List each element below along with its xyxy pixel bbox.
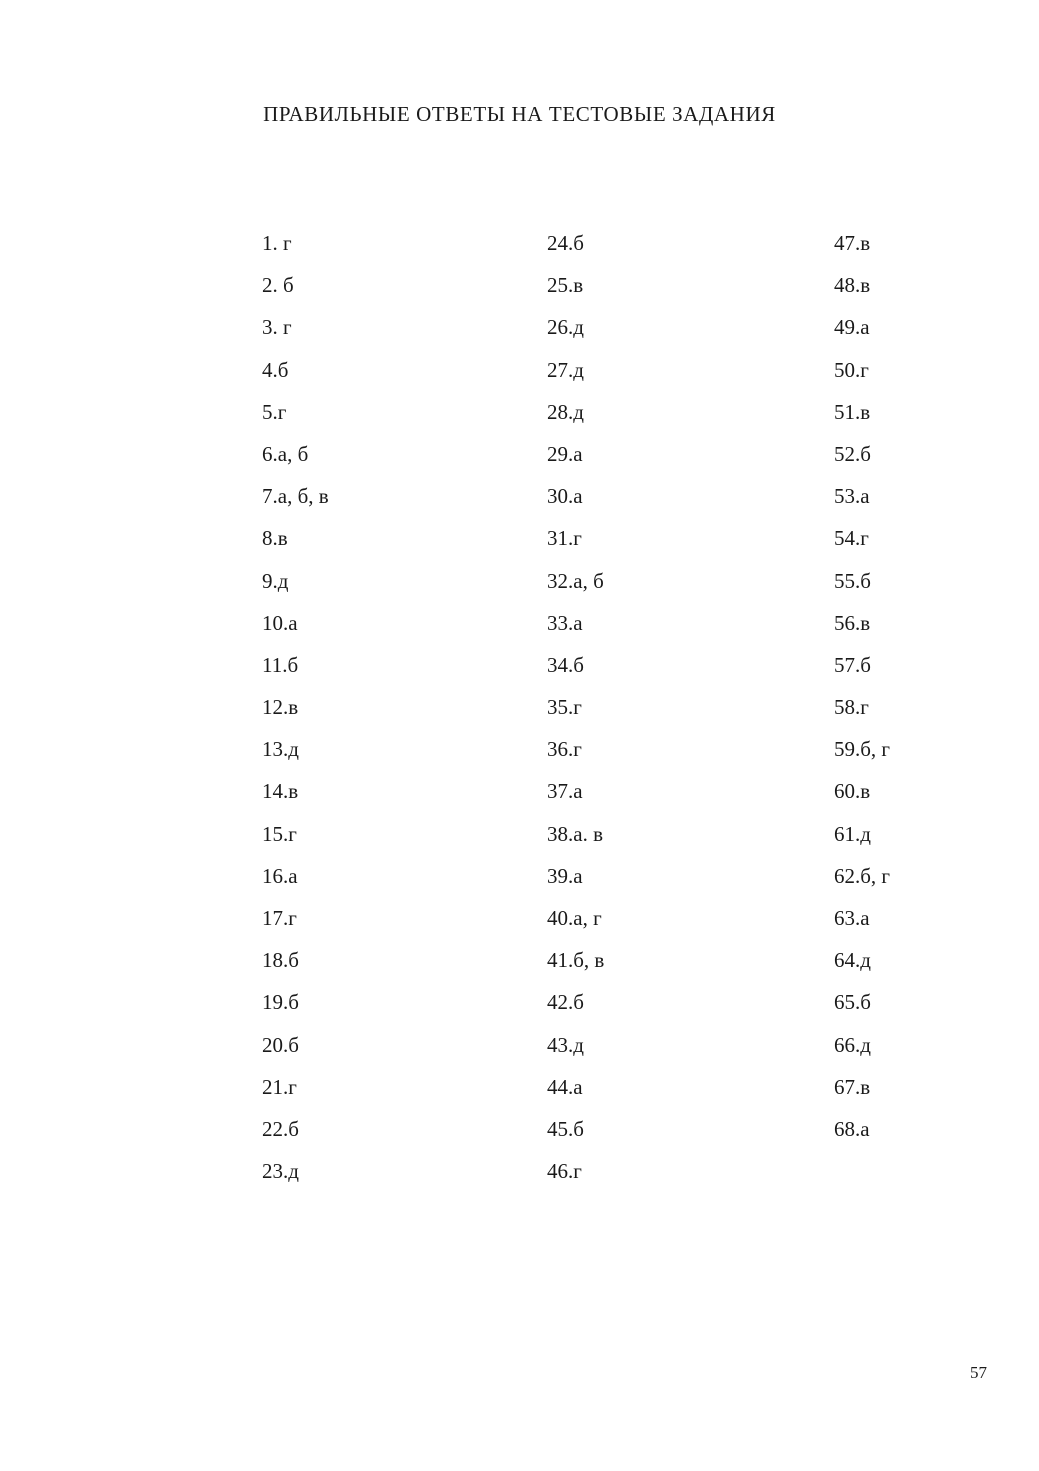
answer-item: 36.г <box>547 737 582 762</box>
answer-item: 53.а <box>834 484 870 509</box>
answer-item: 11.б <box>262 652 299 677</box>
answer-item: 41.б, в <box>547 948 605 973</box>
answer-item: 12.в <box>262 695 299 720</box>
answer-item: 55.б <box>834 568 871 593</box>
answer-item: 64.д <box>834 948 871 973</box>
answer-item: 27.д <box>547 357 584 382</box>
answer-item: 19.б <box>262 990 299 1015</box>
answer-item: 60.в <box>834 779 871 804</box>
answer-item: 66.д <box>834 1032 871 1057</box>
answer-item: 13.д <box>262 737 299 762</box>
answer-item: 26.д <box>547 315 584 340</box>
answer-item: 67.в <box>834 1074 871 1099</box>
answer-item: 25.в <box>547 273 584 298</box>
page-title: ПРАВИЛЬНЫЕ ОТВЕТЫ НА ТЕСТОВЫЕ ЗАДАНИЯ <box>263 102 776 126</box>
answer-item: 10.а <box>262 610 298 635</box>
answer-item: 37.а <box>547 779 583 804</box>
answer-item: 1. г <box>262 231 292 255</box>
answers-column-1 <box>262 229 329 1199</box>
answer-item: 50.г <box>834 357 869 382</box>
answer-item: 6.а, б <box>262 441 309 466</box>
answer-item: 62.б, г <box>834 863 891 888</box>
answer-item: 17.г <box>262 906 297 930</box>
answer-item: 9.д <box>262 568 289 593</box>
answer-item: 22.б <box>262 1116 299 1141</box>
answer-item: 28.д <box>547 399 584 424</box>
answer-item: 43.д <box>547 1032 584 1057</box>
answer-item: 29.а <box>547 441 583 466</box>
answer-item: 45.б <box>547 1116 584 1141</box>
answers-column-3 <box>834 229 890 1157</box>
answer-item: 33.а <box>547 610 583 635</box>
answer-item: 5.г <box>262 399 287 424</box>
answer-item: 8.в <box>262 526 288 551</box>
answer-item: 20.б <box>262 1032 299 1057</box>
answer-item: 16.а <box>262 863 298 888</box>
answer-item: 7.а, б, в <box>262 484 329 509</box>
answer-item: 42.б <box>547 990 584 1015</box>
answer-item: 4.б <box>262 357 289 382</box>
answer-item: 44.а <box>547 1074 583 1099</box>
answer-item: 31.г <box>547 526 582 551</box>
answer-item: 54.г <box>834 526 869 551</box>
answer-item: 68.а <box>834 1116 870 1141</box>
answer-item: 24.б <box>547 231 584 255</box>
answer-item: 47.в <box>834 231 871 255</box>
answer-item: 58.г <box>834 695 869 720</box>
answer-item: 48.в <box>834 273 871 298</box>
answer-item: 46.г <box>547 1159 582 1184</box>
answer-item: 65.б <box>834 990 871 1015</box>
answer-item: 56.в <box>834 610 871 635</box>
answer-item: 39.а <box>547 863 583 888</box>
answer-item: 61.д <box>834 821 871 846</box>
answer-item: 2. б <box>262 273 294 298</box>
answer-item: 35.г <box>547 695 582 720</box>
answers-column-2 <box>547 229 604 1199</box>
answer-item: 18.б <box>262 948 299 973</box>
page-number: 57 <box>970 1363 987 1382</box>
answer-item: 3. г <box>262 315 292 340</box>
answer-item: 23.д <box>262 1159 299 1184</box>
answer-item: 49.а <box>834 315 870 340</box>
answer-item: 30.а <box>547 484 583 509</box>
answer-item: 63.а <box>834 906 870 930</box>
answer-item: 51.в <box>834 399 871 424</box>
answer-item: 34.б <box>547 652 584 677</box>
answer-item: 14.в <box>262 779 299 804</box>
answer-item: 57.б <box>834 652 871 677</box>
answer-item: 40.а, г <box>547 906 602 930</box>
answer-item: 52.б <box>834 441 871 466</box>
answer-item: 15.г <box>262 821 297 846</box>
answer-item: 32.а, б <box>547 568 604 593</box>
answer-item: 21.г <box>262 1074 297 1099</box>
answer-item: 59.б, г <box>834 737 891 762</box>
answer-item: 38.а. в <box>547 821 603 846</box>
